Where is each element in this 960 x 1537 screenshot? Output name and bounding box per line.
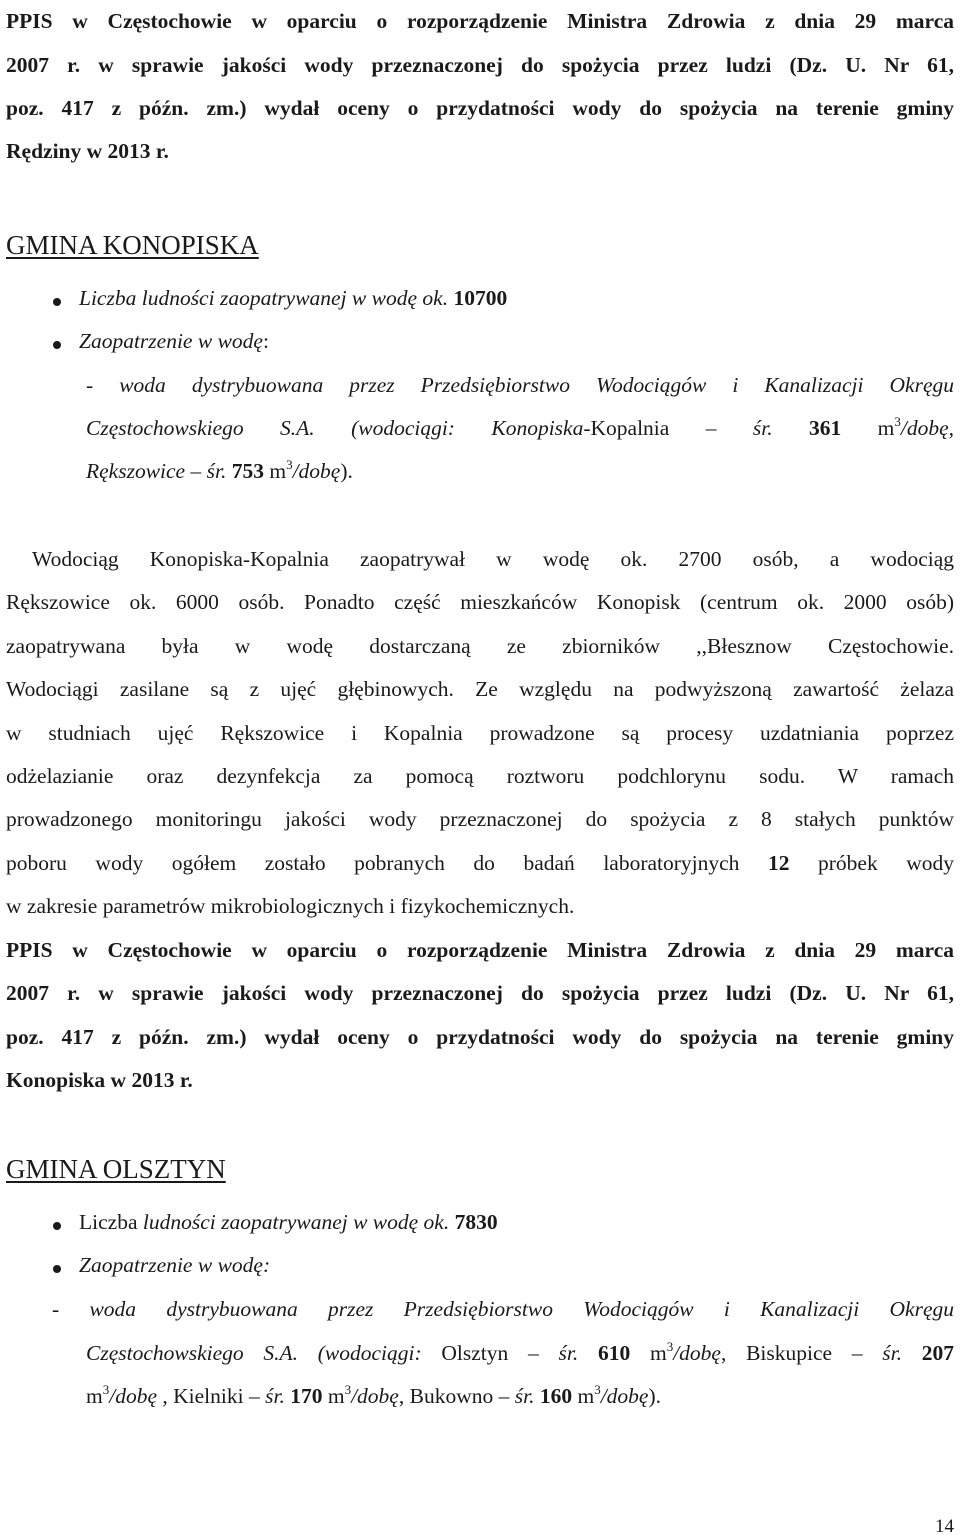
olsztyn-dist-line2-a: Częstochowskiego S.A. (wodociągi: (86, 1341, 442, 1365)
bullet-icon (53, 1265, 61, 1273)
olsztyn-dist-line2-h: , Biskupice (720, 1341, 833, 1365)
konopiska-population-label: Liczba ludności zaopatrywanej w wodę ok. (79, 286, 449, 310)
konopiska-para-line1: Wodociąg Konopiska-Kopalnia zaopatrywał w wodę ok. 2700 osób, a wodociąg (32, 547, 954, 571)
olsztyn-dist-line3-n: 3 (594, 1382, 601, 1397)
olsztyn-dist-line2-b: Olsztyn (441, 1341, 509, 1365)
konopiska-dist-line3-e: /dobę (292, 459, 341, 483)
olsztyn-dist-line3-i: /dobę (351, 1384, 399, 1408)
konopiska-dist-line2-c: – śr. (669, 416, 809, 440)
olsztyn-dist-line3-o: /dobę (600, 1384, 649, 1408)
konopiska-supply-label: Zaopatrzenie w wodę (79, 329, 263, 353)
konopiska-supply-colon: : (262, 329, 269, 353)
konopiska-dist-line3 (86, 458, 353, 484)
olsztyn-dist-line3-l: 160 (539, 1384, 573, 1408)
konopiska-para-line8-c: próbek wody (789, 851, 954, 875)
olsztyn-supply: Zaopatrzenie w wodę: (79, 1253, 271, 1277)
konopiska-supply (79, 328, 269, 354)
konopiska-dist-line2-d: 361 (808, 416, 842, 440)
konopiska-population (79, 285, 507, 311)
section-heading-olsztyn: GMINA OLSZTYN (6, 1154, 226, 1184)
olsztyn-dist-line3-e: – śr. (243, 1384, 291, 1408)
olsztyn-population-label-b: ludności zaopatrywanej w wodę ok. (142, 1210, 450, 1234)
konopiska-ppis-line2: 2007 r. w sprawie jakości wody przeznaczonej do spożycia przez ludzi (Dz. U. Nr 61, (6, 981, 954, 1005)
konopiska-ppis-line4: Konopiska w 2013 r. (6, 1068, 193, 1092)
olsztyn-dist-line2-e: m (630, 1341, 667, 1365)
rendzin-para-line3-bold: poz. 417 z późn. zm. (6, 96, 240, 120)
olsztyn-population-label-a: Liczba (79, 1210, 143, 1234)
konopiska-para-line3 (6, 633, 954, 659)
rendzin-para-line2: 2007 r. w sprawie jakości wody przeznaczonej do spożycia przez ludzi (Dz. U. Nr 61, (6, 53, 954, 77)
konopiska-dist-line3-d: 3 (286, 457, 293, 472)
konopiska-para-line2: Rększowice ok. 6000 osób. Ponadto część mieszkańców Konopisk (centrum ok. 2000 osób) (6, 590, 954, 614)
olsztyn-dist-line2-c: – śr. (508, 1341, 598, 1365)
olsztyn-dist-line3-f: 170 (290, 1384, 323, 1408)
olsztyn-dist-line2-i: – śr. (832, 1341, 922, 1365)
konopiska-dist-line3-b: 753 (231, 459, 264, 483)
section-heading-konopiska: GMINA KONOPISKA (6, 230, 259, 260)
konopiska-dist-line3-f: ). (340, 459, 353, 483)
olsztyn-population (79, 1209, 498, 1235)
rendzin-para-line1: PPIS w Częstochowie w oparciu o rozporządzenie Ministra Zdrowia z dnia 29 marca (6, 9, 954, 33)
bullet-icon (53, 1222, 61, 1230)
olsztyn-dist-line3-a: m (86, 1384, 103, 1408)
konopiska-dist-line3-a: Rększowice – śr. (86, 459, 232, 483)
bullet-icon (53, 298, 61, 306)
konopiska-ppis-line3: poz. 417 z późn. zm.) wydał oceny o przydatności wody do spożycia na terenie gminy (6, 1025, 954, 1049)
olsztyn-dist-line3-m: m (572, 1384, 595, 1408)
konopiska-dist-line2-a: Częstochowskiego S.A. (wodociągi: Konopiska- (86, 416, 591, 440)
konopiska-para-line9: w zakresie parametrów mikrobiologicznych i fizykochemicznych. (6, 894, 575, 918)
olsztyn-dist-line2-g: /dobę (673, 1341, 721, 1365)
olsztyn-dist-line2-j: 207 (921, 1341, 955, 1365)
konopiska-para-line7: prowadzonego monitoringu jakości wody przeznaczonej do spożycia z 8 stałych punktów (6, 807, 954, 831)
konopiska-para-line8 (6, 850, 954, 876)
konopiska-para-line4: Wodociągi zasilane są z ujęć głębinowych. Ze względu na podwyższoną zawartość żelaza (6, 677, 954, 701)
konopiska-para-line6: odżelazianie oraz dezynfekcja za pomocą roztworu podchlorynu sodu. W ramach (6, 764, 954, 788)
konopiska-para-line8-b: 12 (767, 851, 790, 875)
olsztyn-dist-line3-p: ). (648, 1384, 662, 1408)
konopiska-population-value: 10700 (453, 286, 508, 310)
olsztyn-dist-line3-d: , Kielniki (157, 1384, 244, 1408)
olsztyn-dist-line3 (86, 1383, 661, 1409)
olsztyn-dist-line3-g: m (322, 1384, 345, 1408)
konopiska-para-line5: w studniach ujęć Rększowice i Kopalnia prowadzone są procesy uzdatniania poprzez (6, 721, 954, 745)
olsztyn-dist-line3-h: 3 (344, 1382, 352, 1397)
rendzin-para-line3-rest: ) wydał oceny o przydatności wody do spożycia na terenie gminy (239, 96, 955, 120)
olsztyn-population-value: 7830 (449, 1210, 498, 1234)
konopiska-para-line3-a: zaopatrywana była w wodę dostarczaną ze zbiorników ,,Błeszno (6, 634, 777, 658)
konopiska-dist-line3-c: m (263, 459, 287, 483)
konopiska-para-line3-b: w Częstochowie. (776, 634, 954, 658)
olsztyn-dist-line3-b: 3 (102, 1382, 110, 1397)
konopiska-dist-line2-g: /dobę, (900, 416, 954, 440)
konopiska-dist-line2 (86, 415, 954, 441)
bullet-icon (53, 341, 61, 349)
konopiska-dist-line2-f: 3 (894, 414, 901, 429)
page-number: 14 (935, 1516, 954, 1537)
olsztyn-dist-line3-k: – śr. (493, 1384, 540, 1408)
olsztyn-dist-line2 (86, 1340, 954, 1366)
olsztyn-dist-line2-d: 610 (597, 1341, 631, 1365)
konopiska-para-line8-a: poboru wody ogółem zostało pobranych do badań laboratoryjnych (6, 851, 768, 875)
konopiska-dist-line1: - woda dystrybuowana przez Przedsiębiorstwo Wodociągów i Kanalizacji Okręgu (86, 373, 954, 397)
konopiska-ppis-line1: PPIS w Częstochowie w oparciu o rozporządzenie Ministra Zdrowia z dnia 29 marca (6, 938, 954, 962)
olsztyn-dist-line1: - woda dystrybuowana przez Przedsiębiorstwo Wodociągów i Kanalizacji Okręgu (52, 1297, 954, 1321)
olsztyn-dist-line3-c: /dobę (109, 1384, 158, 1408)
konopiska-dist-line2-b: Kopalnia (590, 416, 670, 440)
olsztyn-dist-line3-j: , Bukowno (398, 1384, 494, 1408)
konopiska-dist-line2-e: m (841, 416, 895, 440)
rendzin-para-line4: Rędziny w 2013 r. (6, 139, 169, 163)
rendzin-para-line3 (6, 95, 954, 121)
olsztyn-dist-line2-f: 3 (666, 1339, 674, 1354)
